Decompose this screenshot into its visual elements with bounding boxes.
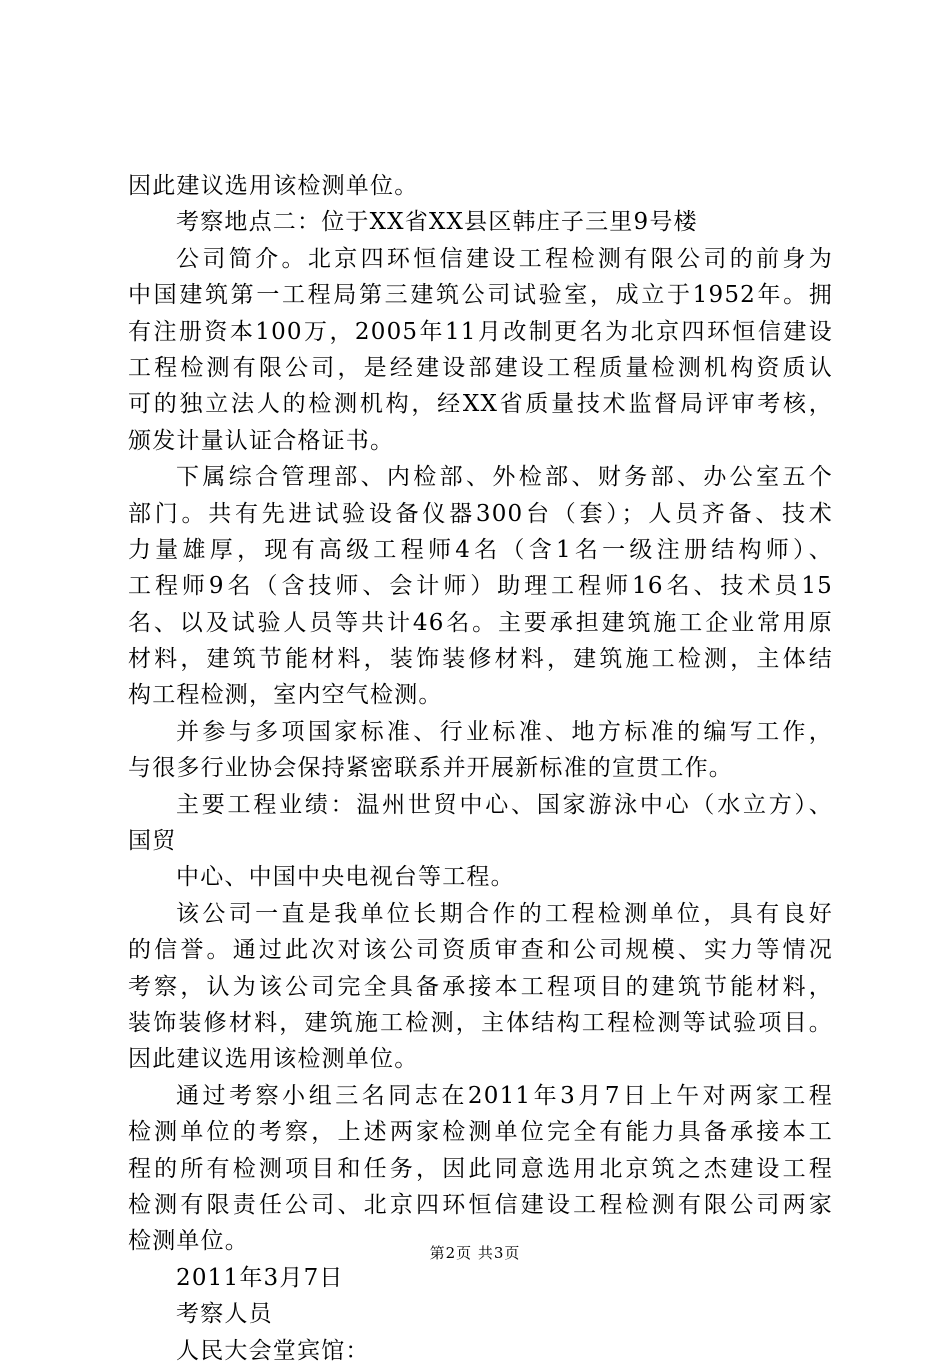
body-line: 材料，建筑节能材料，装饰装修材料，建筑施工检测，主体结 — [128, 646, 833, 673]
body-line: 装饰装修材料，建筑施工检测，主体结构工程检测等试验项目。 — [128, 1009, 833, 1036]
body-line: 名、以及试验人员等共计46名。主要承担建筑施工企业常用原 — [128, 609, 833, 636]
body-line: 与很多行业协会保持紧密联系并开展新标准的宣贯工作。 — [128, 755, 733, 782]
body-line: 该公司一直是我单位长期合作的工程检测单位，具有良好 — [176, 900, 833, 927]
body-line: 可的独立法人的检测机构，经XX省质量技术监督局评审考核， — [128, 391, 833, 418]
body-line: 并参与多项国家标准、行业标准、地方标准的编写工作， — [176, 718, 833, 745]
body-line: 因此建议选用该检测单位。 — [128, 173, 419, 199]
body-line: 检测单位的考察，上述两家检测单位完全有能力具备承接本工 — [128, 1119, 833, 1146]
page-number-footer: 第2页 共3页 — [429, 1244, 521, 1262]
body-line: 颁发计量认证合格证书。 — [128, 427, 395, 454]
body-line: 检测有限责任公司、北京四环恒信建设工程检测有限公司两家 — [128, 1191, 833, 1218]
body-line: 工程检测有限公司，是经建设部建设工程质量检测机构资质认 — [128, 354, 833, 381]
body-line: 有注册资本100万，2005年11月改制更名为北京四环恒信建设 — [128, 318, 833, 345]
date-line: 2011年3月7日 — [176, 1264, 344, 1291]
body-line: 的信誉。通过此次对该公司资质审查和公司规模、实力等情况 — [128, 937, 833, 964]
body-line: 考察，认为该公司完全具备承接本工程项目的建筑节能材料， — [128, 973, 833, 1000]
document-body — [128, 168, 833, 1369]
body-line: 下属综合管理部、内检部、外检部、财务部、办公室五个 — [176, 464, 833, 491]
body-line: 国贸 — [128, 828, 177, 855]
body-line: 力量雄厚，现有高级工程师4名（含1名一级注册结构师）、 — [128, 536, 833, 563]
body-line: 公司简介。北京四环恒信建设工程检测有限公司的前身为 — [176, 245, 833, 272]
body-line: 构工程检测，室内空气检测。 — [128, 682, 443, 709]
body-line: 考察地点二：位于XX省XX县区韩庄子三里9号楼 — [176, 209, 698, 236]
body-line: 程的所有检测项目和任务，因此同意选用北京筑之杰建设工程 — [128, 1155, 833, 1182]
body-line: 部门。共有先进试验设备仪器300台（套）；人员齐备、技术 — [128, 500, 833, 527]
body-line: 主要工程业绩：温州世贸中心、国家游泳中心（水立方）、 — [176, 791, 833, 818]
body-line: 工程师9名（含技师、会计师）助理工程师16名、技术员15 — [128, 573, 833, 600]
inspectors-line: 考察人员 — [176, 1301, 273, 1328]
body-line: 通过考察小组三名同志在2011年3月7日上午对两家工程 — [176, 1082, 833, 1109]
location-line: 人民大会堂宾馆： — [176, 1337, 370, 1364]
body-line: 因此建议选用该检测单位。 — [128, 1046, 419, 1073]
body-line: 中心、中国中央电视台等工程。 — [176, 864, 515, 891]
body-line: 中国建筑第一工程局第三建筑公司试验室，成立于1952年。拥 — [128, 282, 833, 309]
body-line: 检测单位。 — [128, 1228, 249, 1255]
